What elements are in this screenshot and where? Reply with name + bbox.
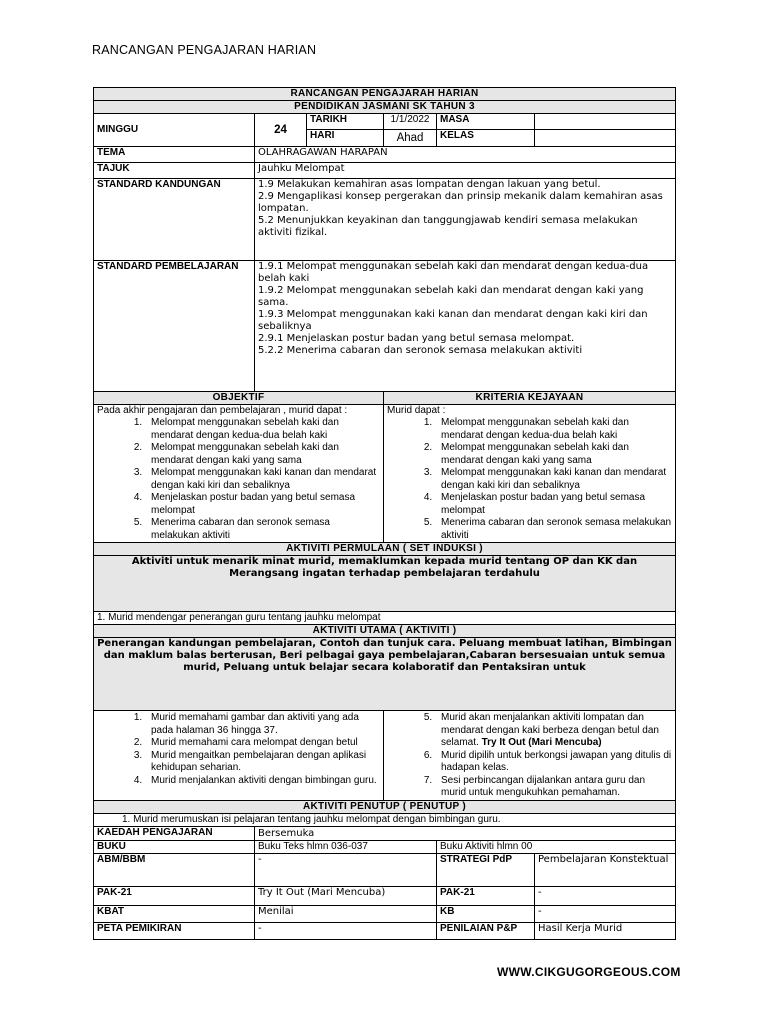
tarikh-value: 1/1/2022	[384, 114, 437, 130]
kaedah-label: KAEDAH PENGAJARAN	[94, 826, 255, 840]
list-item: 4. Menjelaskan postur badan yang betul semasa melompat	[435, 492, 672, 517]
list-item: 3. Melompat menggunakan kaki kanan dan mendarat dengan kaki kiri dan sebaliknya	[435, 467, 672, 492]
pak21-label: PAK-21	[94, 886, 255, 905]
tema-value: OLAHRAGAWAN HARAPAN	[255, 147, 676, 163]
minggu-value: 24	[255, 114, 307, 147]
aktiviti-penutup-item: 1. Murid merumuskan isi pelajaran tentang jauhku melompat dengan bimbingan guru.	[94, 813, 676, 826]
list-item: 1. Melompat menggunakan sebelah kaki dan mendarat dengan kedua-dua belah kaki	[435, 417, 672, 442]
minggu-label: MINGGU	[94, 114, 255, 147]
objektif-cell	[94, 405, 384, 543]
hari-label: HARI	[307, 130, 384, 147]
sp-item: 5.2.2 Menerima cabaran dan seronok semasa melakukan aktiviti	[258, 345, 583, 356]
sp-item: 1.9.3 Melompat menggunakan kaki kanan dan mendarat dengan kaki kiri dan sebaliknya	[258, 309, 648, 332]
aktiviti-utama-right	[384, 711, 676, 801]
list-item: 3. Murid mengaitkan pembelajaran dengan aplikasi kehidupan seharian.	[145, 750, 380, 775]
list-item: 2. Melompat menggunakan sebelah kaki dan mendarat dengan kaki yang sama	[435, 442, 672, 467]
list-item: 5. Menerima cabaran dan seronok semasa melakukan aktiviti	[145, 517, 380, 542]
list-item: 2. Melompat menggunakan sebelah kaki dan mendarat dengan kaki yang sama	[145, 442, 380, 467]
footer-url: WWW.CIKGUGORGEOUS.COM	[497, 965, 681, 979]
kriteria-header: KRITERIA KEJAYAAN	[384, 392, 676, 405]
aktiviti-permulaan-text: Aktiviti untuk menarik minat murid, memaklumkan kepada murid tentang OP dan KK dan Merangsang ingatan terhadap pembelajaran terdahulu	[94, 556, 676, 612]
aktiviti-utama-left-list	[97, 712, 380, 787]
list-item: 1. Melompat menggunakan sebelah kaki dan mendarat dengan kedua-dua belah kaki	[145, 417, 380, 442]
sk-item: 5.2 Menunjukkan keyakinan dan tanggungjawab kendiri semasa melakukan aktiviti fizikal.	[258, 215, 638, 238]
document-title: RANCANGAN PENGAJARAN HARIAN	[92, 43, 317, 57]
kriteria-list	[387, 417, 672, 542]
tarikh-label: TARIKH	[307, 114, 384, 130]
pak21b-label: PAK-21	[437, 886, 535, 905]
standard-kandungan-label: STANDARD KANDUNGAN	[94, 179, 255, 261]
masa-value	[535, 114, 676, 130]
objektif-intro: Pada akhir pengajaran dan pembelajaran , murid dapat :	[97, 405, 348, 416]
tema-label: TEMA	[94, 147, 255, 163]
item-text: Murid akan menjalankan aktiviti lompatan dan mendarat dengan kaki berbeza dengan betul dan selamat.	[441, 712, 659, 748]
sp-item: 1.9.2 Melompat menggunakan sebelah kaki dan mendarat dengan kaki yang sama.	[258, 285, 644, 308]
standard-pembelajaran-label: STANDARD PEMBELAJARAN	[94, 261, 255, 392]
kelas-value	[535, 130, 676, 147]
sk-item: 1.9 Melakukan kemahiran asas lompatan dengan lakuan yang betul.	[258, 179, 601, 190]
hari-value: Ahad	[384, 130, 437, 147]
lesson-plan-table	[93, 87, 676, 940]
penilaian-label: PENILAIAN P&P	[437, 922, 535, 939]
sk-item: 2.9 Mengaplikasi konsep pergerakan dan prinsip mekanik dalam kemahiran asas lompatan.	[258, 191, 663, 214]
aktiviti-penutup-header: AKTIVITI PENUTUP ( PENUTUP )	[94, 800, 676, 813]
list-item: 2. Murid memahami cara melompat dengan betul	[145, 737, 380, 750]
sp-item: 2.9.1 Menjelaskan postur badan yang betul semasa melompat.	[258, 333, 575, 344]
masa-label: MASA	[437, 114, 535, 130]
standard-kandungan-list	[255, 179, 676, 261]
objektif-header: OBJEKTIF	[94, 392, 384, 405]
kbat-value: Menilai	[255, 905, 437, 922]
aktiviti-utama-left	[94, 711, 384, 801]
kriteria-cell	[384, 405, 676, 543]
kriteria-intro: Murid dapat :	[387, 405, 446, 416]
list-item: 3. Melompat menggunakan kaki kanan dan mendarat dengan kaki kiri dan sebaliknya	[145, 467, 380, 492]
standard-pembelajaran-list	[255, 261, 676, 392]
peta-pemikiran-label: PETA PEMIKIRAN	[94, 922, 255, 939]
list-item: 5. Menerima cabaran dan seronok semasa melakukan aktiviti	[435, 517, 672, 542]
sp-item: 1.9.1 Melompat menggunakan sebelah kaki dan mendarat dengan kedua-dua belah kaki	[258, 261, 649, 284]
kb-label: KB	[437, 905, 535, 922]
kaedah-value: Bersemuka	[255, 826, 676, 840]
list-item: 4. Menjelaskan postur badan yang betul semasa melompat	[145, 492, 380, 517]
aktiviti-permulaan-header: AKTIVITI PERMULAAN ( SET INDUKSI )	[94, 543, 676, 556]
kb-value: -	[535, 905, 676, 922]
aktiviti-utama-header: AKTIVITI UTAMA ( AKTIVITI )	[94, 625, 676, 638]
abm-label: ABM/BBM	[94, 853, 255, 886]
tajuk-label: TAJUK	[94, 163, 255, 179]
list-item	[435, 712, 672, 750]
objektif-list	[97, 417, 380, 542]
item-emphasis: Try It Out (Mari Mencuba)	[481, 737, 602, 748]
peta-pemikiran-value: -	[255, 922, 437, 939]
strategi-value: Pembelajaran Konstektual	[535, 853, 676, 886]
list-item: 6. Murid dipilih untuk berkongsi jawapan yang ditulis di hadapan kelas.	[435, 750, 672, 775]
list-item: 4. Murid menjalankan aktiviti dengan bimbingan guru.	[145, 775, 380, 788]
kelas-label: KELAS	[437, 130, 535, 147]
aktiviti-utama-right-list	[387, 712, 672, 800]
penilaian-value: Hasil Kerja Murid	[535, 922, 676, 939]
tajuk-value: Jauhku Melompat	[255, 163, 676, 179]
buku-label: BUKU	[94, 840, 255, 853]
aktiviti-utama-text: Penerangan kandungan pembelajaran, Contoh dan tunjuk cara. Peluang membuat latihan, Bimbingan dan maklum balas berterusan, Beri pelbagai gaya pembelajaran,Cabaran bersesuaian untuk semua murid, Peluang untuk belajar secara kolaboratif dan Pentaksiran untuk	[94, 638, 676, 711]
aktiviti-permulaan-item: 1. Murid mendengar penerangan guru tentang jauhku melompat	[94, 612, 676, 625]
list-item: 7. Sesi perbincangan dijalankan antara guru dan murid untuk mengukuhkan pemahaman.	[435, 775, 672, 800]
kbat-label: KBAT	[94, 905, 255, 922]
list-item: 1. Murid memahami gambar dan aktiviti yang ada pada halaman 36 hingga 37.	[145, 712, 380, 737]
buku-value: Buku Teks hlmn 036-037	[255, 840, 437, 853]
table-title: RANCANGAN PENGAJARAH HARIAN	[94, 88, 676, 101]
pak21b-value: -	[535, 886, 676, 905]
abm-value: -	[255, 853, 437, 886]
table-subtitle: PENDIDIKAN JASMANI SK TAHUN 3	[94, 101, 676, 114]
pak21-value: Try It Out (Mari Mencuba)	[255, 886, 437, 905]
buku-aktiviti-value: Buku Aktiviti hlmn 00	[437, 840, 676, 853]
strategi-label: STRATEGI PdP	[437, 853, 535, 886]
